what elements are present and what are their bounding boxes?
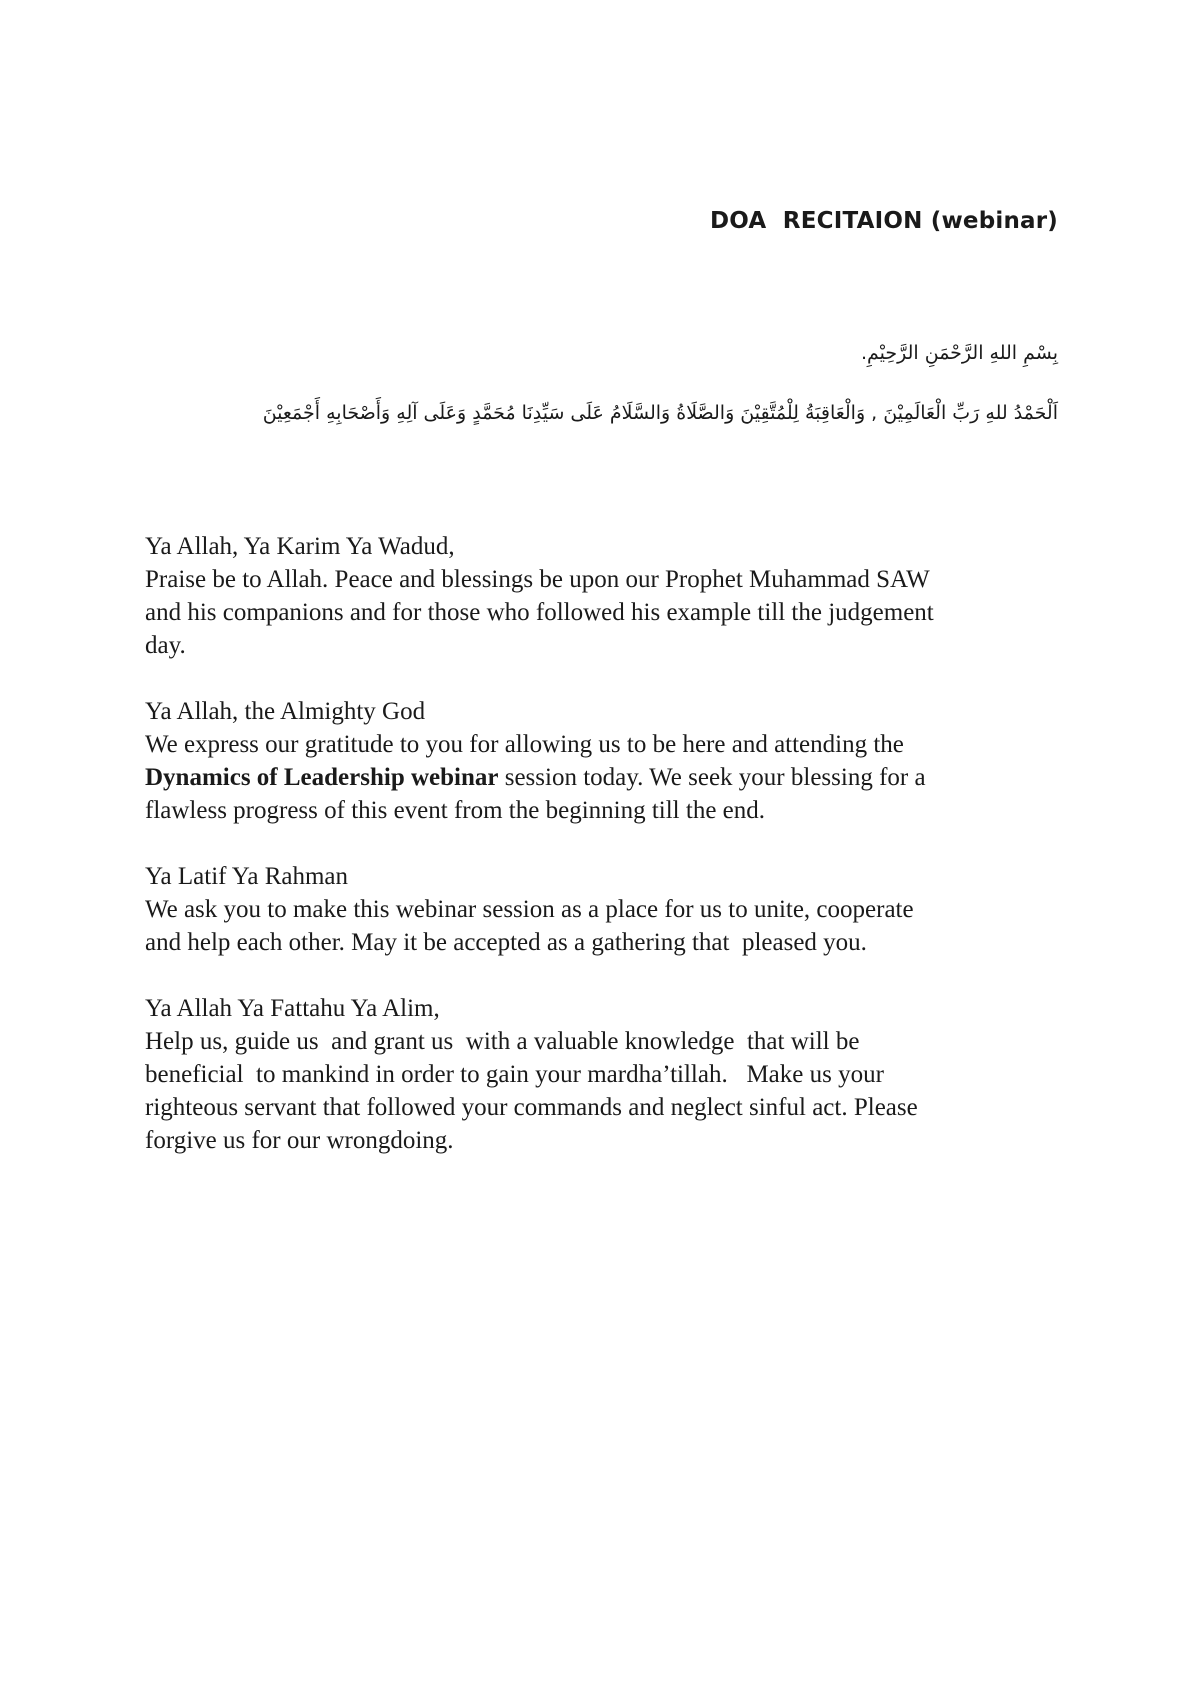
- paragraph-line: Ya Allah, Ya Karim Ya Wadud,: [145, 533, 455, 560]
- paragraph-line: righteous servant that followed your commands and neglect sinful act. Please: [145, 1094, 918, 1121]
- webinar-name: Dynamics of Leadership webinar: [145, 764, 499, 791]
- document-body: [145, 530, 1065, 1190]
- paragraph-line: beneficial to mankind in order to gain your mardha’tillah. Make us your: [145, 1061, 884, 1088]
- paragraph-line: day.: [145, 632, 186, 659]
- paragraph-line: and help each other. May it be accepted as a gathering that pleased you.: [145, 929, 867, 956]
- paragraph-line-rest: session today. We seek your blessing for a: [498, 764, 926, 791]
- paragraph-line: and his companions and for those who followed his example till the judgement: [145, 599, 934, 626]
- paragraph-guidance: [145, 992, 1065, 1157]
- paragraph-unity: [145, 860, 1065, 959]
- paragraph-line: forgive us for our wrongdoing.: [145, 1127, 454, 1154]
- arabic-opening-praise: اَلْحَمْدُ للهِ رَبِّ الْعَالَمِيْنَ , وَالْعَاقِبَةُ لِلْمُتَّقِيْنَ وَالصَّلَاةُ وَالسَّلَامُ عَلَى سَيِّدِنَا مُحَمَّدٍ وَعَلَى آلِهِ وَأَصْحَابِهِ أَجْمَعِيْنَ: [262, 402, 1058, 424]
- paragraph-opening: [145, 530, 1065, 662]
- paragraph-line: [145, 761, 1065, 794]
- paragraph-line: Ya Latif Ya Rahman: [145, 863, 349, 890]
- paragraph-line: Help us, guide us and grant us with a valuable knowledge that will be: [145, 1028, 860, 1055]
- paragraph-line: Ya Allah Ya Fattahu Ya Alim,: [145, 995, 440, 1022]
- paragraph-line: We express our gratitude to you for allowing us to be here and attending the: [145, 731, 904, 758]
- paragraph-line: flawless progress of this event from the beginning till the end.: [145, 797, 766, 824]
- paragraph-gratitude: [145, 695, 1065, 827]
- paragraph-line: Praise be to Allah. Peace and blessings be upon our Prophet Muhammad SAW: [145, 566, 930, 593]
- paragraph-line: We ask you to make this webinar session as a place for us to unite, cooperate: [145, 896, 914, 923]
- document-title: DOA RECITAION (webinar): [709, 208, 1058, 234]
- paragraph-line: Ya Allah, the Almighty God: [145, 698, 426, 725]
- arabic-basmala: بِسْمِ اللهِ الرَّحْمَنِ الرَّحِيْمِ.: [860, 342, 1058, 364]
